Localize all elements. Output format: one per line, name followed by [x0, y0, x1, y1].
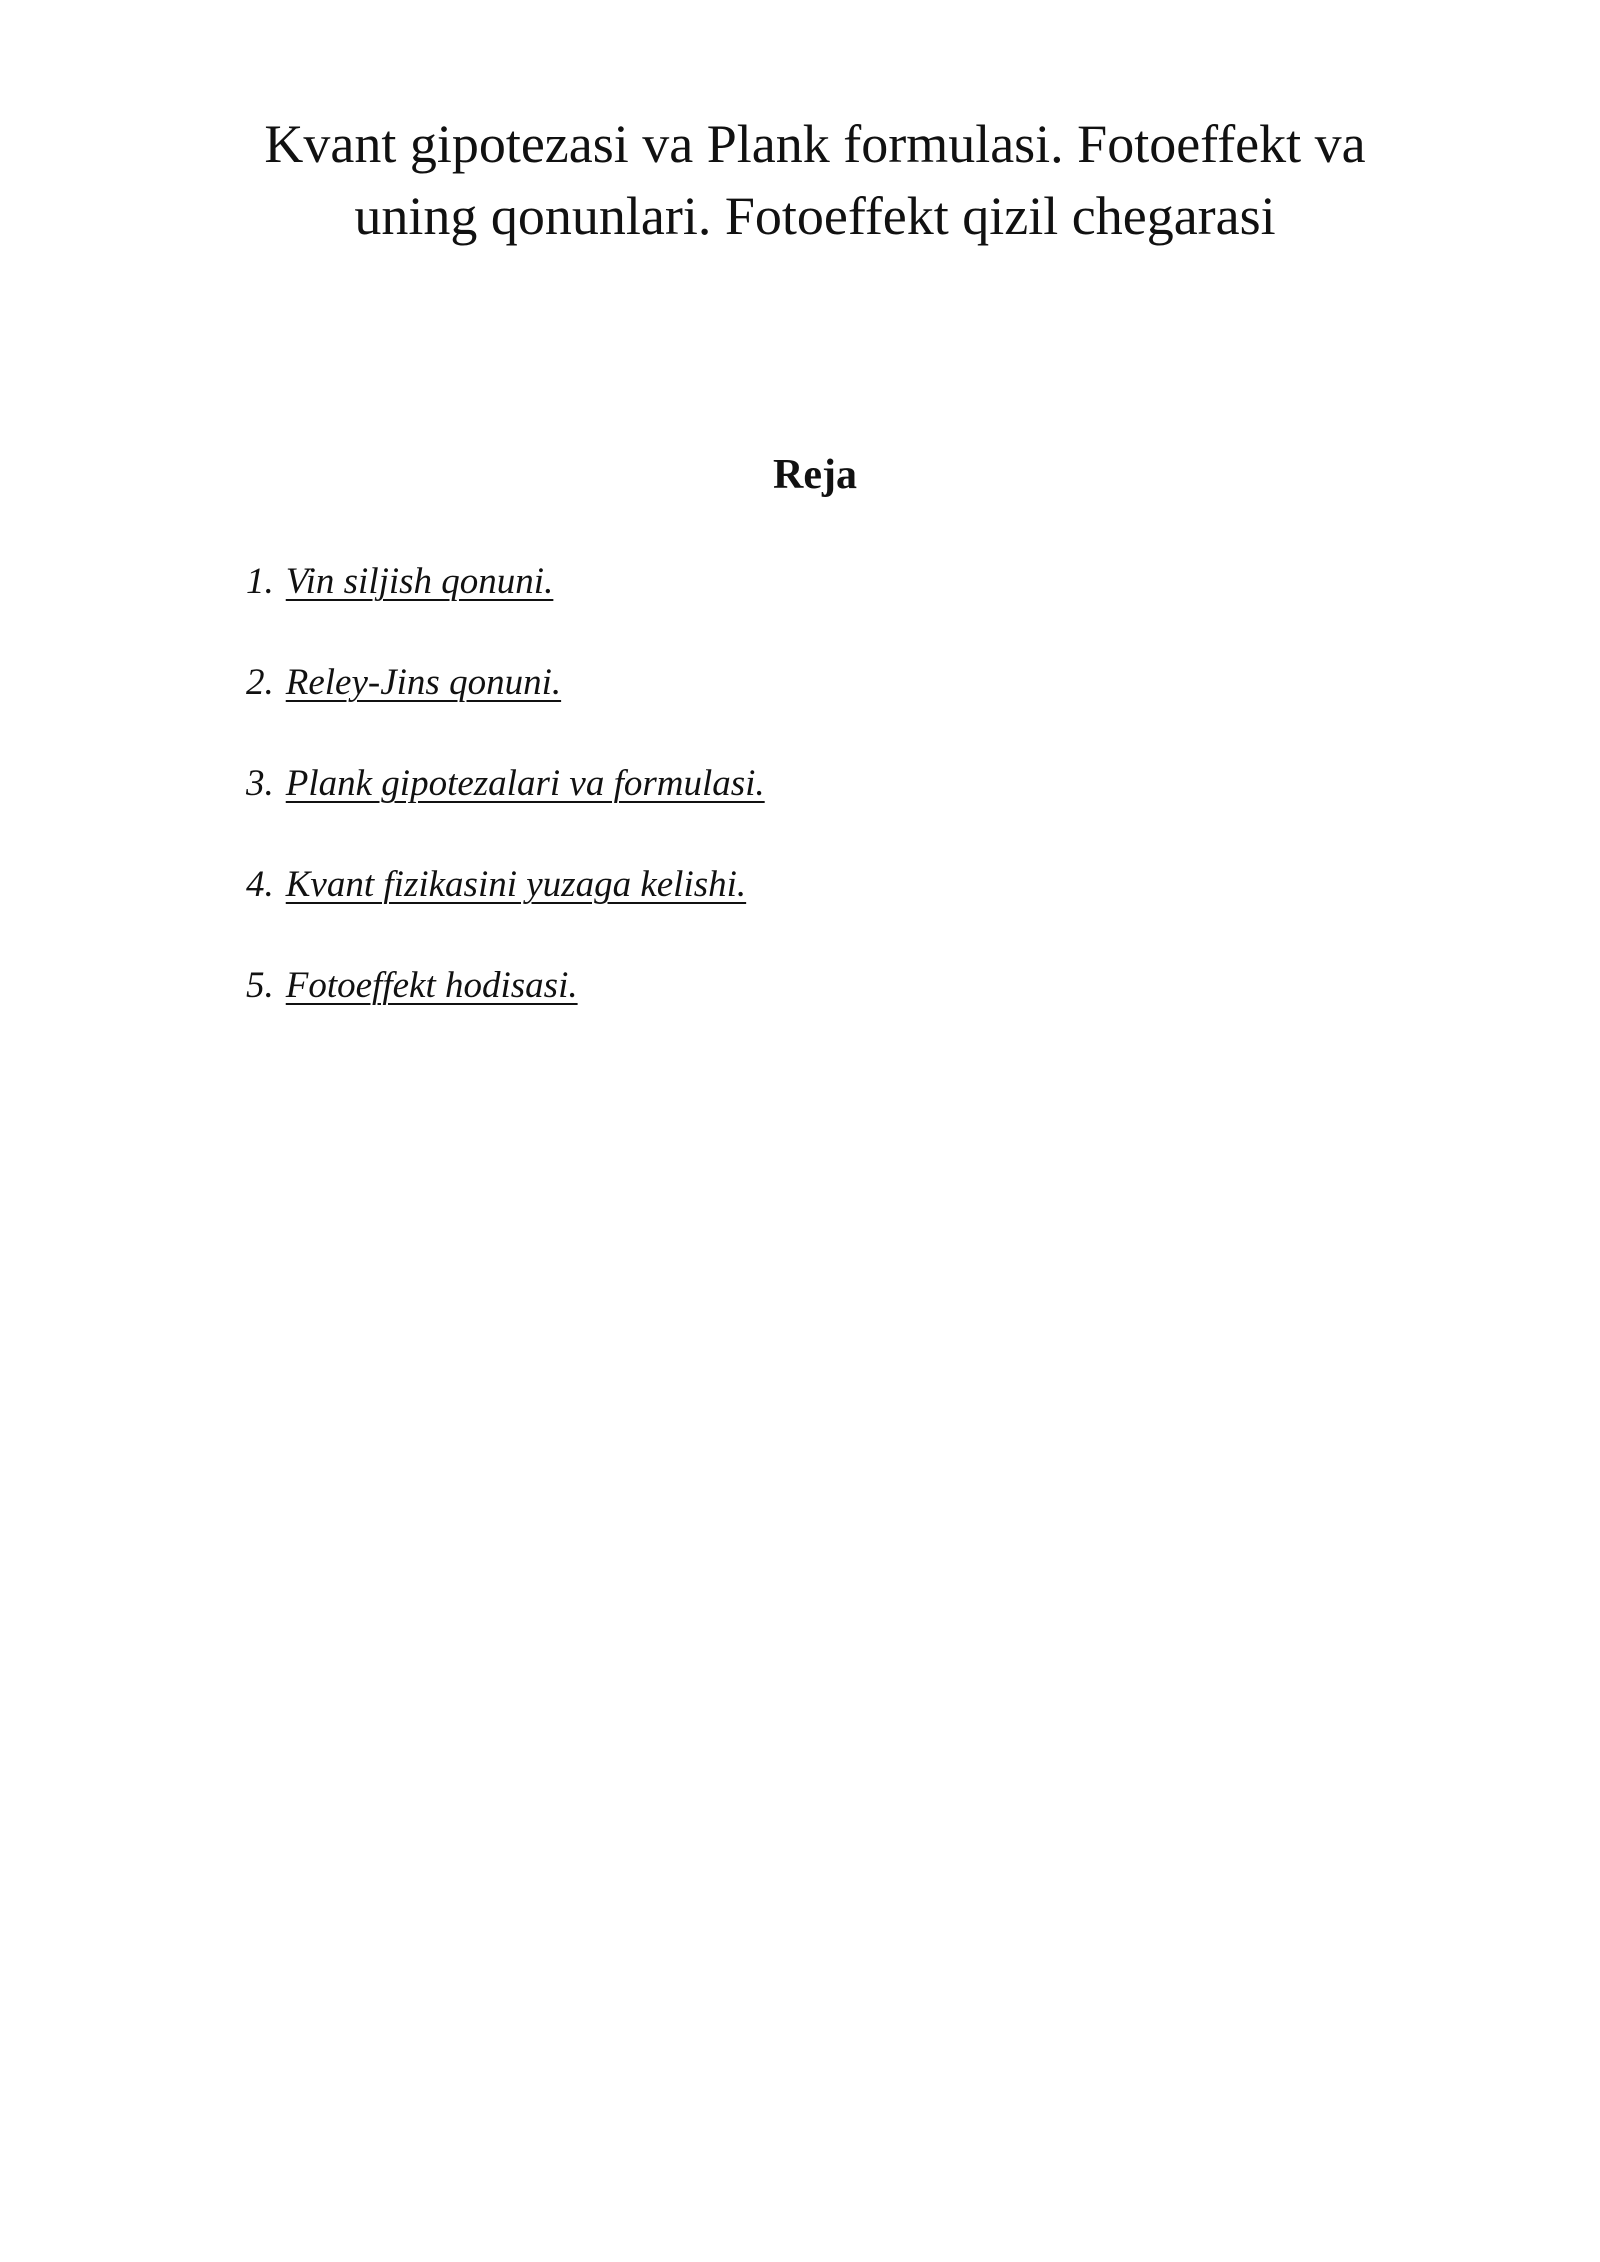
plan-item-link-vin-siljish[interactable]: Vin siljish qonuni.	[285, 561, 554, 602]
plan-item-link-kvant-fizikasi[interactable]: Kvant fizikasini yuzaga kelishi.	[285, 864, 747, 905]
plan-item-link-fotoeffekt[interactable]: Fotoeffekt hodisasi.	[285, 965, 578, 1006]
plan-item-4	[246, 863, 765, 907]
plan-list	[246, 560, 765, 1065]
plan-item-link-reley-jins[interactable]: Releу-Jins qonuni.	[285, 662, 562, 703]
plan-item-2	[246, 661, 765, 705]
plan-item-link-plank-gipotezalari[interactable]: Plank gipotezalari va formulasi.	[285, 763, 765, 804]
plan-item-1	[246, 560, 765, 604]
plan-item-number: 4.	[246, 864, 274, 905]
plan-item-number: 3.	[246, 763, 274, 804]
plan-item-number: 2.	[246, 662, 274, 703]
page-title-line-1: Kvant gipotezasi va Plank formulasi. Fotoeffekt va	[264, 114, 1366, 174]
page-title-line-2: uning qonunlari. Fotoeffekt qizil chegarasi	[354, 186, 1276, 246]
page-title	[150, 108, 1480, 252]
plan-item-5	[246, 964, 765, 1008]
plan-item-number: 1.	[246, 561, 274, 602]
plan-item-3	[246, 762, 765, 806]
plan-item-number: 5.	[246, 965, 274, 1006]
plan-heading: Reja	[773, 452, 857, 498]
